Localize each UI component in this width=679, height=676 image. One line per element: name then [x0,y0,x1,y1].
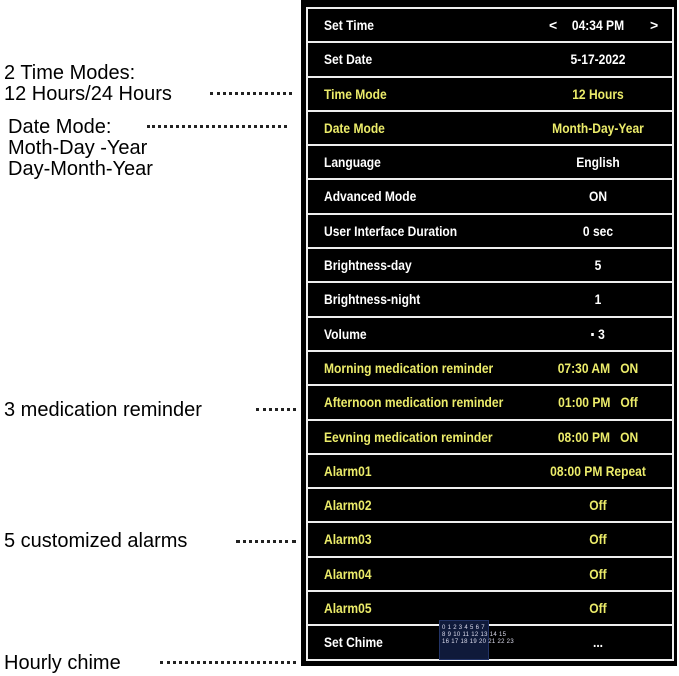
setting-value: Off [589,531,607,548]
chevron-left-icon[interactable]: < [549,17,558,33]
setting-value: 5 [594,257,602,274]
setting-row-alarm01[interactable] [308,453,672,487]
leader-line [256,408,296,411]
setting-value: 12 Hours [572,85,624,102]
leader-line [236,540,296,543]
setting-row-morning-medication-reminder[interactable] [308,350,672,384]
setting-value: 07:30 AM ON [557,359,639,376]
setting-label: Alarm02 [324,497,372,514]
setting-label: Date Mode [324,119,385,136]
setting-label: Eevning medication reminder [324,428,493,445]
annotation-date-mode-title: Date Mode: [8,116,112,138]
setting-row-brightness-day[interactable] [308,247,672,281]
setting-label: Set Date [324,51,373,68]
setting-value: 5-17-2022 [570,51,626,68]
setting-row-alarm02[interactable] [308,487,672,521]
setting-value: 08:00 PM Repeat [550,462,646,479]
setting-label: Volume [324,325,367,342]
setting-value: 01:00 PM Off [558,394,638,411]
setting-row-language[interactable] [308,144,672,178]
setting-value: 0 sec [582,222,614,239]
setting-row-user-interface-duration[interactable] [308,213,672,247]
setting-row-set-date[interactable] [308,41,672,75]
setting-label: Alarm04 [324,565,372,582]
leader-line [147,125,287,128]
setting-value: Off [589,497,607,514]
setting-label: Set Time [324,17,374,33]
chime-hours-popup [439,620,514,660]
setting-value: 04:34 PM [571,17,625,33]
setting-row-volume[interactable] [308,316,672,350]
setting-row-afternoon-medication-reminder[interactable] [308,384,672,418]
settings-screen [301,0,677,666]
setting-row-eevning-medication-reminder[interactable] [308,419,672,453]
leader-line [160,661,296,664]
annotation-date-mode-option2: Day-Month-Year [8,158,153,180]
setting-label: Afternoon medication reminder [324,394,504,411]
annotation-time-modes-title: 2 Time Modes: [4,62,136,84]
setting-label: Alarm05 [324,600,372,617]
setting-row-time-mode[interactable] [308,76,672,110]
setting-row-advanced-mode[interactable] [308,178,672,212]
annotation-time-modes-detail: 12 Hours/24 Hours [4,83,172,105]
setting-label: Brightness-night [324,291,421,308]
setting-value: ... [592,634,604,651]
chevron-right-icon[interactable]: > [650,17,659,33]
setting-value: 1 [594,291,602,308]
setting-row-alarm04[interactable] [308,556,672,590]
setting-row-set-time[interactable] [308,7,672,41]
annotation-date-mode-option1: Moth-Day -Year [8,137,148,159]
setting-row-brightness-night[interactable] [308,281,672,315]
setting-value: ON [588,188,608,205]
setting-row-alarm05[interactable] [308,590,672,624]
setting-value: 08:00 PM ON [557,428,639,445]
settings-list [306,7,674,661]
setting-label: User Interface Duration [324,222,458,239]
chime-hours-line[interactable]: 16 17 18 19 20 21 22 23 [442,639,514,646]
setting-value: 3 [591,326,605,342]
setting-label: Set Chime [324,634,383,651]
setting-label: Time Mode [324,85,387,102]
annotation-chime: Hourly chime [4,652,121,674]
annotation-alarms: 5 customized alarms [4,530,188,552]
setting-label: Morning medication reminder [324,359,494,376]
volume-indicator-icon [591,333,594,336]
setting-row-alarm03[interactable] [308,521,672,555]
setting-value: English [576,154,620,171]
leader-line [210,92,292,95]
setting-label: Alarm03 [324,531,372,548]
setting-label: Language [324,154,381,171]
setting-value: Month-Day-Year [552,119,644,136]
setting-value: Off [589,565,607,582]
setting-row-set-chime[interactable] [308,624,672,658]
setting-row-date-mode[interactable] [308,110,672,144]
setting-label: Brightness-day [324,257,412,274]
setting-label: Alarm01 [324,462,372,479]
annotation-medication: 3 medication reminder [4,399,202,421]
setting-label: Advanced Mode [324,188,417,205]
setting-value: Off [589,600,607,617]
chime-hours-line[interactable]: 8 9 10 11 12 13 14 15 [442,632,507,639]
chime-hours-line[interactable]: 0 1 2 3 4 5 6 7 [442,625,485,632]
